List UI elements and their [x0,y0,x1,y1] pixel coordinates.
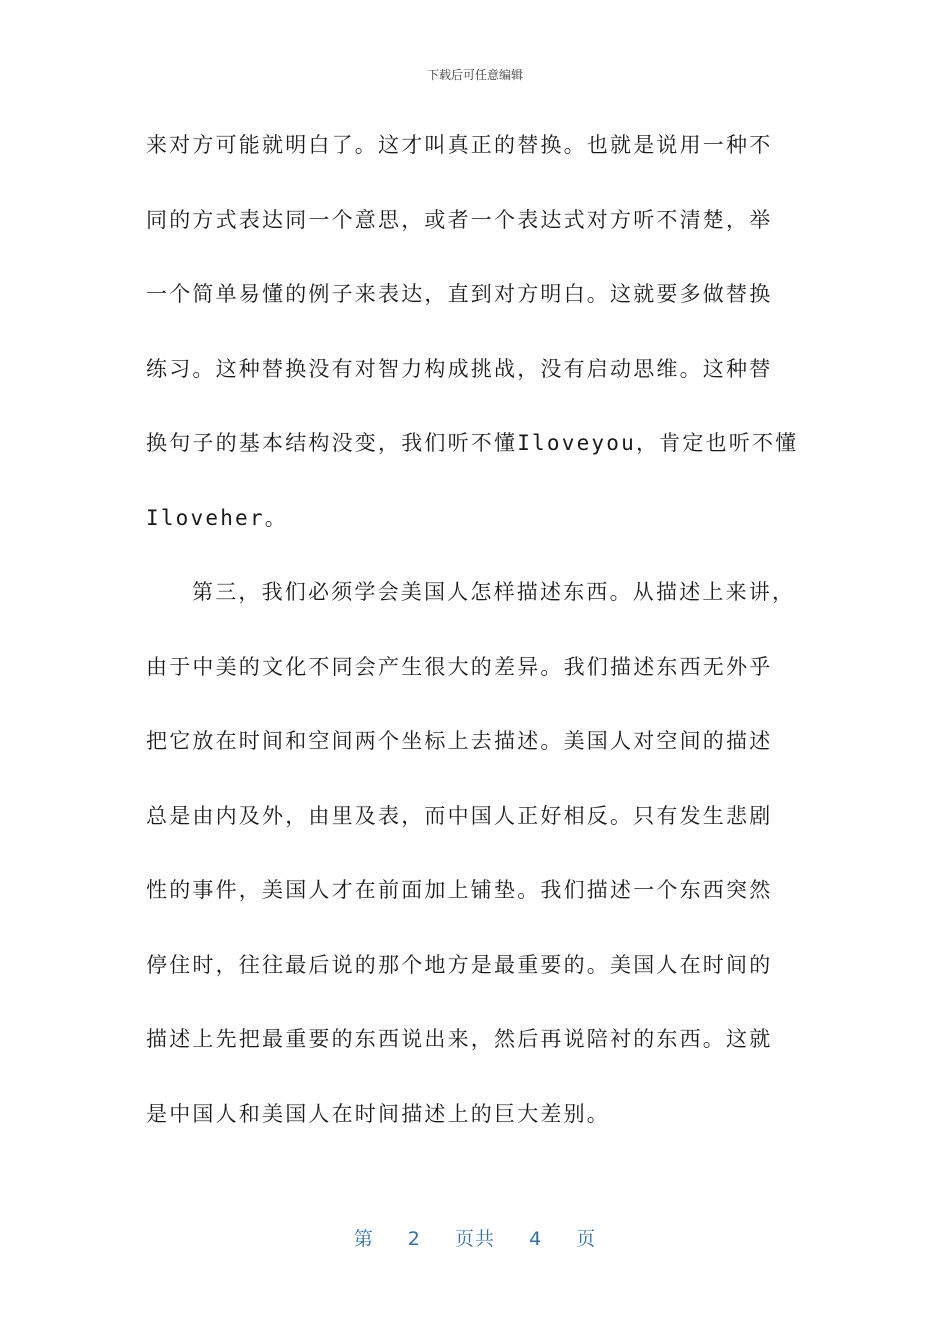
text-line: 性的事件，美国人才在前面加上铺垫。我们描述一个东西突然 [146,878,773,902]
text-line: Iloveher。 [146,505,288,530]
page-footer [0,1224,950,1251]
page-total-number: 4 [529,1228,543,1250]
text-line: 同的方式表达同一个意思，或者一个表达式对方听不清楚，举 [146,207,773,232]
header-note: 下载后可任意编辑 [426,68,523,82]
text-line: 一个简单易懂的例子来表达，直到对方明白。这就要多做替换 [146,282,773,306]
text-line: 把它放在时间和空间两个坐标上去描述。美国人对空间的描述 [146,729,773,753]
text-line: 停住时，往往最后说的那个地方是最重要的。美国人在时间的 [146,952,773,977]
document-body [146,120,806,1163]
page-label-suffix: 页 [576,1228,597,1250]
text-line: 练习。这种替换没有对智力构成挑战，没有启动思维。这种替 [146,356,773,381]
text-line: 是中国人和美国人在时间描述上的巨大差别。 [146,1101,610,1126]
text-line: 来对方可能就明白了。这才叫真正的替换。也就是说用一种不 [146,133,773,157]
page-label-mid: 页共 [454,1228,495,1250]
page-header [0,66,950,83]
paragraph-start-line: 第三，我们必须学会美国人怎样描述东西。从描述上来讲， [192,580,796,604]
text-line: 总是由内及外，由里及表，而中国人正好相反。只有发生悲剧 [146,803,773,828]
page-label-prefix: 第 [353,1228,374,1250]
text-line: 换句子的基本结构没变，我们听不懂Iloveyou，肯定也听不懂 [146,431,799,455]
page-current-number: 2 [407,1228,421,1250]
text-line: 描述上先把最重要的东西说出来，然后再说陪衬的东西。这就 [146,1027,773,1051]
text-line: 由于中美的文化不同会产生很大的差异。我们描述东西无外乎 [146,654,773,679]
